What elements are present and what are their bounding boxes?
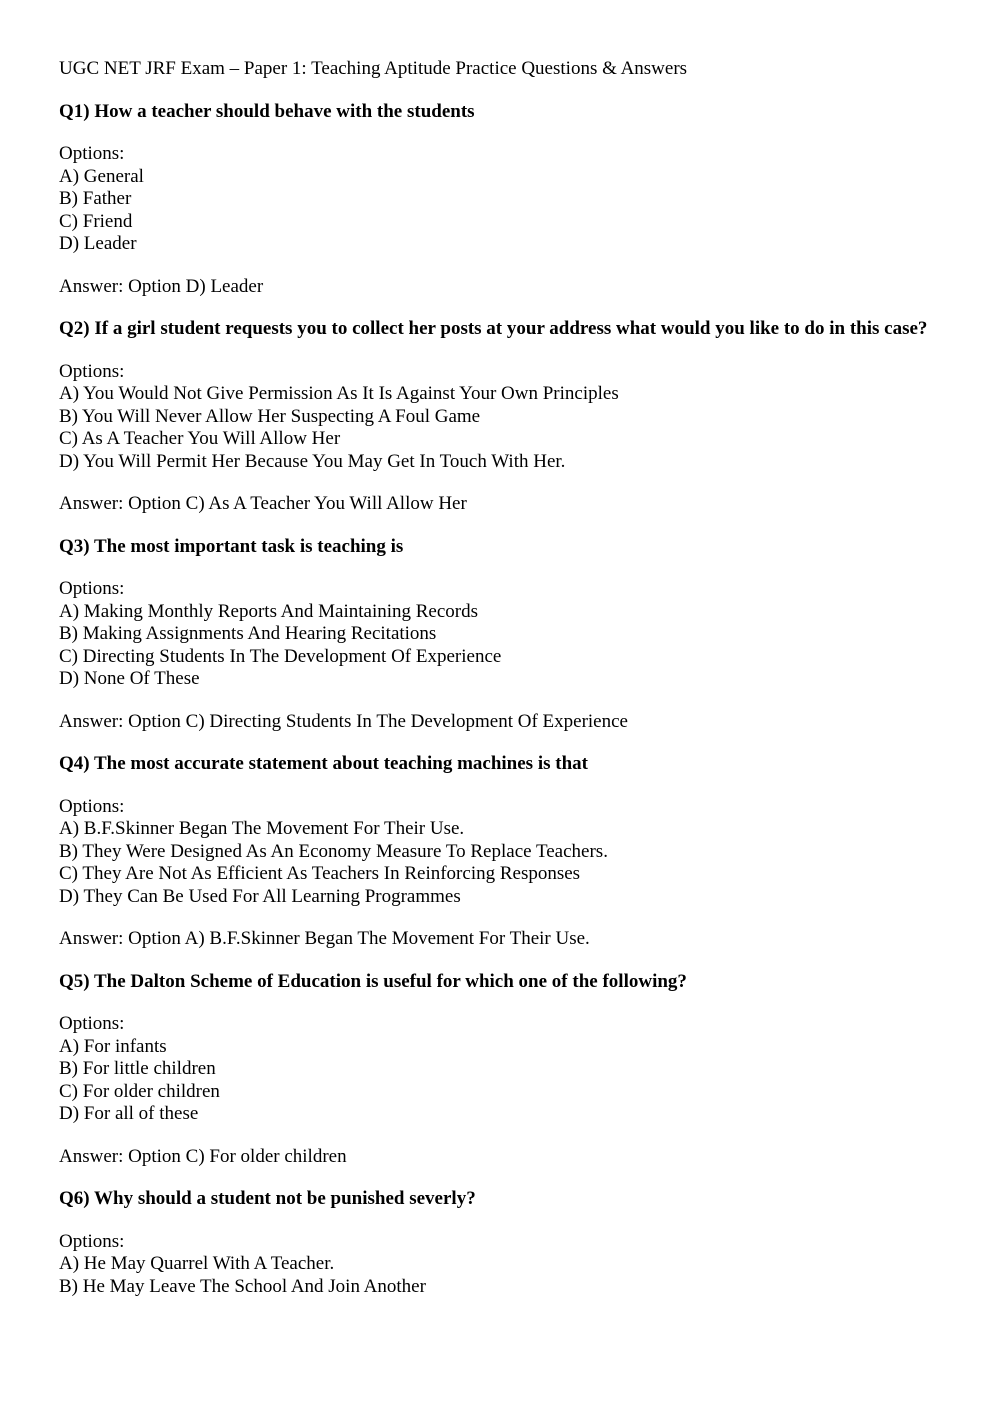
options-label: Options: [59,1230,125,1252]
options-label: Options: [59,795,125,817]
options-list [59,796,939,909]
question-text: Q3) The most important task is teaching is [59,535,404,557]
option-b: B) You Will Never Allow Her Suspecting A Foul Game [59,405,481,427]
document-title: UGC NET JRF Exam – Paper 1: Teaching Aptitude Practice Questions & Answers [59,58,688,79]
answer-text: Answer: Option C) For older children [59,1145,347,1167]
question-block-2 [59,318,939,516]
option-d: D) You Will Permit Her Because You May Get In Touch With Her. [59,450,566,472]
option-c: C) As A Teacher You Will Allow Her [59,428,341,449]
answer-text: Answer: Option A) B.F.Skinner Began The Movement For Their Use. [59,928,590,949]
question-block-6 [59,1188,939,1298]
option-b: B) For little children [59,1058,216,1079]
question-text: Q4) The most accurate statement about teaching machines is that [59,753,588,774]
answer-text: Answer: Option D) Leader [59,275,264,297]
option-d: D) They Can Be Used For All Learning Programmes [59,885,461,907]
option-b: B) Father [59,188,132,209]
answer-text: Answer: Option C) As A Teacher You Will Allow Her [59,493,467,514]
options-label: Options: [59,578,125,599]
option-a: A) For infants [59,1035,167,1057]
document-page [59,58,939,1318]
option-c: C) Directing Students In The Development Of Experience [59,645,502,667]
options-list [59,361,939,474]
question-text: Q6) Why should a student not be punished severly? [59,1188,476,1209]
question-block-1 [59,101,939,299]
question-block-5 [59,971,939,1169]
option-c: C) They Are Not As Efficient As Teachers In Reinforcing Responses [59,863,581,884]
option-b: B) They Were Designed As An Economy Measure To Replace Teachers. [59,840,608,862]
options-label: Options: [59,1013,125,1034]
option-a: A) He May Quarrel With A Teacher. [59,1253,335,1274]
question-text: Q5) The Dalton Scheme of Education is useful for which one of the following? [59,970,687,992]
option-a: A) General [59,165,144,187]
option-a: A) You Would Not Give Permission As It Is Against Your Own Principles [59,383,619,404]
question-block-4 [59,753,939,951]
option-b: B) He May Leave The School And Join Another [59,1275,426,1297]
option-d: D) Leader [59,233,137,254]
answer-text: Answer: Option C) Directing Students In The Development Of Experience [59,710,628,732]
options-list [59,578,939,691]
option-b: B) Making Assignments And Hearing Recitations [59,623,437,644]
option-a: A) B.F.Skinner Began The Movement For Their Use. [59,818,465,839]
option-d: D) None Of These [59,668,200,689]
options-list [59,1231,939,1299]
option-a: A) Making Monthly Reports And Maintaining Records [59,600,479,622]
question-text: Q1) How a teacher should behave with the students [59,100,475,122]
question-block-3 [59,536,939,734]
options-label: Options: [59,143,125,164]
options-label: Options: [59,360,125,382]
option-c: C) For older children [59,1080,220,1102]
option-c: C) Friend [59,210,133,232]
options-list [59,143,939,256]
question-text: Q2) If a girl student requests you to collect her posts at your address what would you like to do in this case? [59,318,928,339]
options-list [59,1013,939,1126]
option-d: D) For all of these [59,1103,199,1124]
